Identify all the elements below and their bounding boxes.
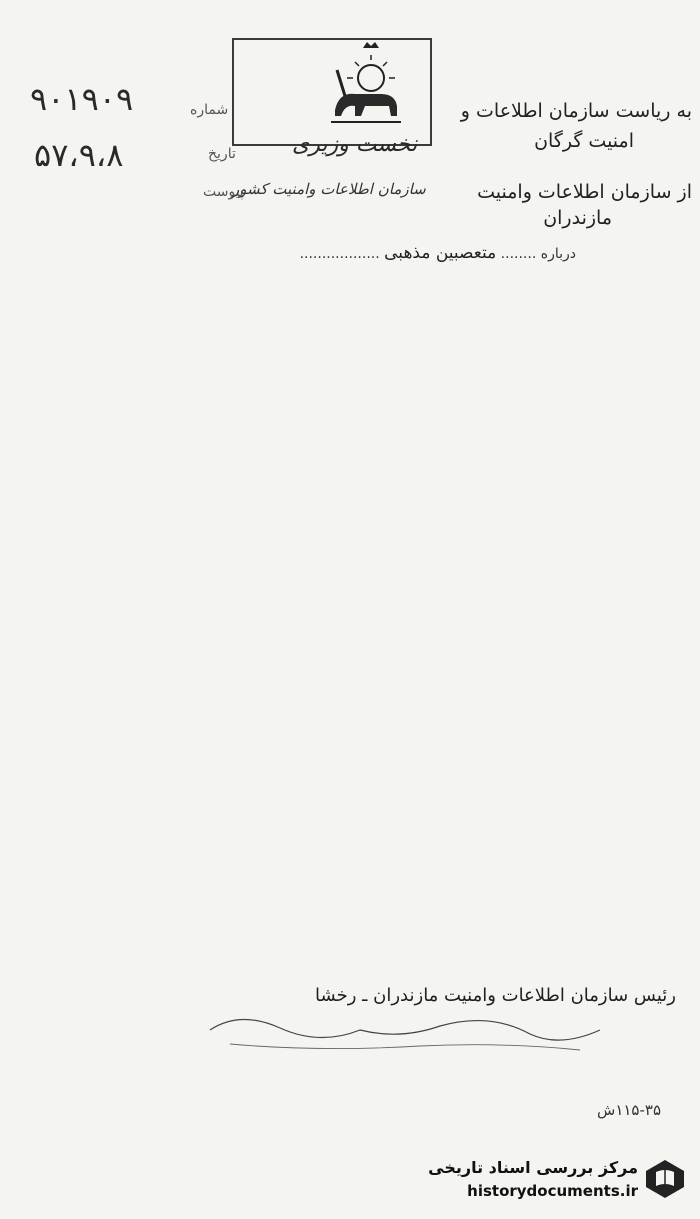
number-label: شماره: [190, 102, 229, 118]
sender-line-1: از سازمان اطلاعات وامنیت: [477, 181, 692, 203]
footer-title: مرکز بررسی اسناد تاریخی: [428, 1158, 638, 1177]
footer-watermark: [400, 1150, 700, 1219]
date-value: ۵۷،۹،۸: [34, 136, 124, 174]
subject-value: متعصبین مذهبی: [384, 243, 497, 263]
reference-code: ۱۱۵-۳۵ش: [597, 1101, 662, 1119]
footer-url: historydocuments.ir: [467, 1182, 638, 1200]
office-title: نخست وزیری: [292, 132, 418, 157]
signature-scrawl-icon: [200, 1000, 620, 1060]
recipient-line-1: به ریاست سازمان اطلاعات و: [460, 100, 692, 122]
signature-line: رئیس سازمان اطلاعات وامنیت مازندران ـ رخشا: [315, 985, 676, 1006]
subject-line: درباره ........ متعصبین مذهبی ..................: [299, 243, 576, 263]
office-subtitle: سازمان اطلاعات وامنیت کشور: [232, 180, 426, 198]
lion-and-sun-emblem-icon: [325, 40, 405, 128]
subject-label: درباره: [540, 246, 576, 262]
attachment-label: پیوست: [203, 184, 244, 200]
number-value: ۹۰۱۹۰۹: [30, 80, 134, 118]
archive-logo-icon: [644, 1158, 686, 1200]
date-label: تاریخ: [208, 146, 236, 162]
recipient-line-2: امنیت گرگان: [534, 130, 634, 152]
sender-line-2: مازندران: [543, 207, 612, 229]
